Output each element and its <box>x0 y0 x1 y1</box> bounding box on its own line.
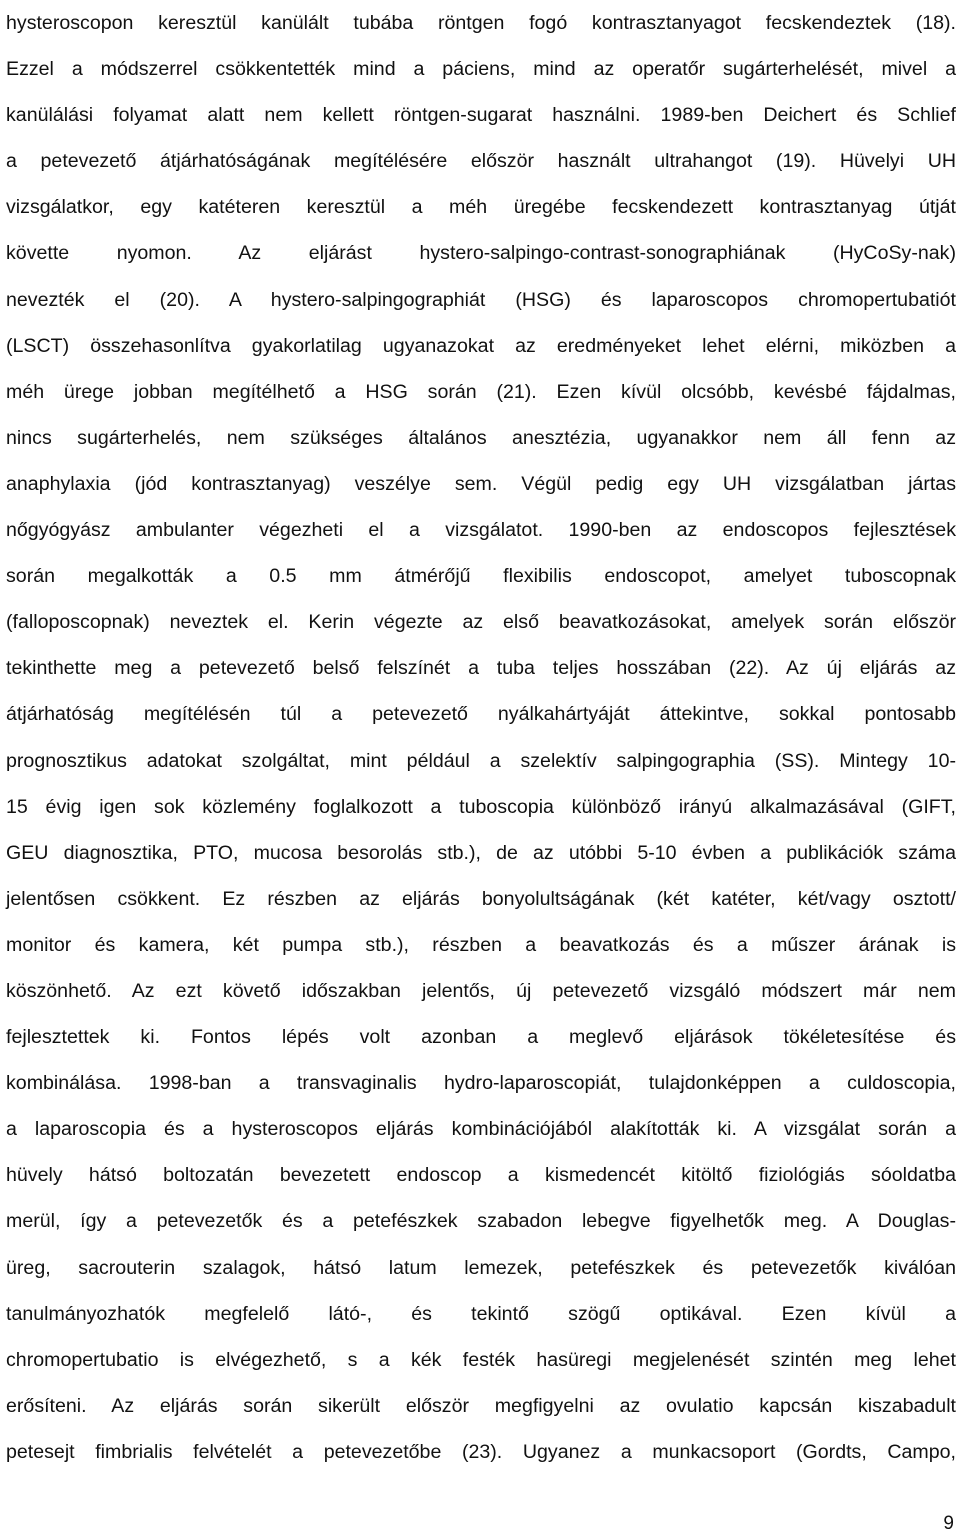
text-line: nevezték el (20). A hystero-salpingographiát (HSG) és laparoscopos chromopertubatiót <box>6 288 956 311</box>
text-line: hüvely hátsó boltozatán bevezetett endoscop a kismedencét kitöltő fiziológiás sóoldatba <box>6 1164 956 1187</box>
text-line: nincs sugárterhelés, nem szükséges általános anesztézia, ugyanakkor nem áll fenn az <box>6 426 956 449</box>
text-line: köszönhető. Az ezt követő időszakban jelentős, új petevezető vizsgáló módszert már nem <box>6 979 956 1002</box>
text-line: a petevezető átjárhatóságának megítélésére először használt ultrahangot (19). Hüvelyi UH <box>6 150 956 173</box>
text-line: jelentősen csökkent. Ez részben az eljárás bonyolultságának (két katéter, két/vagy osztott/ <box>6 887 956 910</box>
text-line: átjárhatóság megítélésén túl a petevezető nyálkahártyáját áttekintve, sokkal pontosabb <box>6 703 956 726</box>
text-line: kombinálása. 1998-ban a transvaginalis hydro-laparoscopiát, tulajdonképpen a culdoscopia, <box>6 1072 956 1095</box>
text-line: a laparoscopia és a hysteroscopos eljárás kombinációjából alakították ki. A vizsgálat során a <box>6 1118 956 1141</box>
text-line: hysteroscopon keresztül kanülált tubába röntgen fogó kontrasztanyagot fecskendeztek (18). <box>6 12 956 34</box>
text-line: monitor és kamera, két pumpa stb.), részben a beavatkozás és a műszer árának is <box>6 933 956 956</box>
text-line: tanulmányozhatók megfelelő látó-, és tekintő szögű optikával. Ezen kívül a <box>6 1302 956 1325</box>
page-number: 9 <box>943 1513 954 1534</box>
text-line: követte nyomon. Az eljárást hystero-salpingo-contrast-sonographiának (HyCoSy-nak) <box>6 242 956 265</box>
document-page <box>6 0 956 1475</box>
text-line: tekinthette meg a petevezető belső felszínét a tuba teljes hosszában (22). Az új eljárás az <box>6 657 956 680</box>
text-line: (LSCT) összehasonlítva gyakorlatilag ugyanazokat az eredményeket lehet elérni, miközben a <box>6 334 956 357</box>
text-line: nőgyógyász ambulanter végezheti el a vizsgálatot. 1990-ben az endoscopos fejlesztések <box>6 519 956 542</box>
text-line: üreg, sacrouterin szalagok, hátsó latum lemezek, petefészkek és petevezetők kiválóan <box>6 1256 956 1279</box>
text-line: erősíteni. Az eljárás során sikerült először megfigyelni az ovulatio kapcsán kiszabadult <box>6 1394 956 1417</box>
text-line: méh ürege jobban megítélhető a HSG során (21). Ezen kívül olcsóbb, kevésbé fájdalmas, <box>6 380 956 403</box>
text-line: anaphylaxia (jód kontrasztanyag) veszélye sem. Végül pedig egy UH vizsgálatban jártas <box>6 472 956 495</box>
text-line: fejlesztettek ki. Fontos lépés volt azonban a meglevő eljárások tökéletesítése és <box>6 1026 956 1049</box>
text-line: Ezzel a módszerrel csökkentették mind a páciens, mind az operatőr sugárterhelését, mivel a <box>6 58 956 81</box>
text-line: kanülálási folyamat alatt nem kellett röntgen-sugarat használni. 1989-ben Deichert és Schlief <box>6 104 956 127</box>
text-line: 15 évig igen sok közlemény foglalkozott a tuboscopia különböző irányú alkalmazásával (GIFT, <box>6 795 956 818</box>
text-line: GEU diagnosztika, PTO, mucosa besorolás stb.), de az utóbbi 5-10 évben a publikációk száma <box>6 841 956 864</box>
text-line: prognosztikus adatokat szolgáltat, mint például a szelektív salpingographia (SS). Mintegy 10- <box>6 749 956 772</box>
text-line: petesejt fimbrialis felvételét a petevezetőbe (23). Ugyanez a munkacsoport (Gordts, Campo, <box>6 1440 956 1463</box>
text-line: vizsgálatkor, egy katéteren keresztül a méh üregébe fecskendezett kontrasztanyag útját <box>6 196 956 219</box>
text-line: merül, így a petevezetők és a petefészkek szabadon lebegve figyelhetők meg. A Douglas- <box>6 1210 956 1233</box>
text-line: során megalkották a 0.5 mm átmérőjű flexibilis endoscopot, amelyet tuboscopnak <box>6 565 956 588</box>
text-line: (falloposcopnak) neveztek el. Kerin végezte az első beavatkozásokat, amelyek során először <box>6 611 956 634</box>
text-line: chromopertubatio is elvégezhető, s a kék festék hasüregi megjelenését szintén meg lehet <box>6 1348 956 1371</box>
